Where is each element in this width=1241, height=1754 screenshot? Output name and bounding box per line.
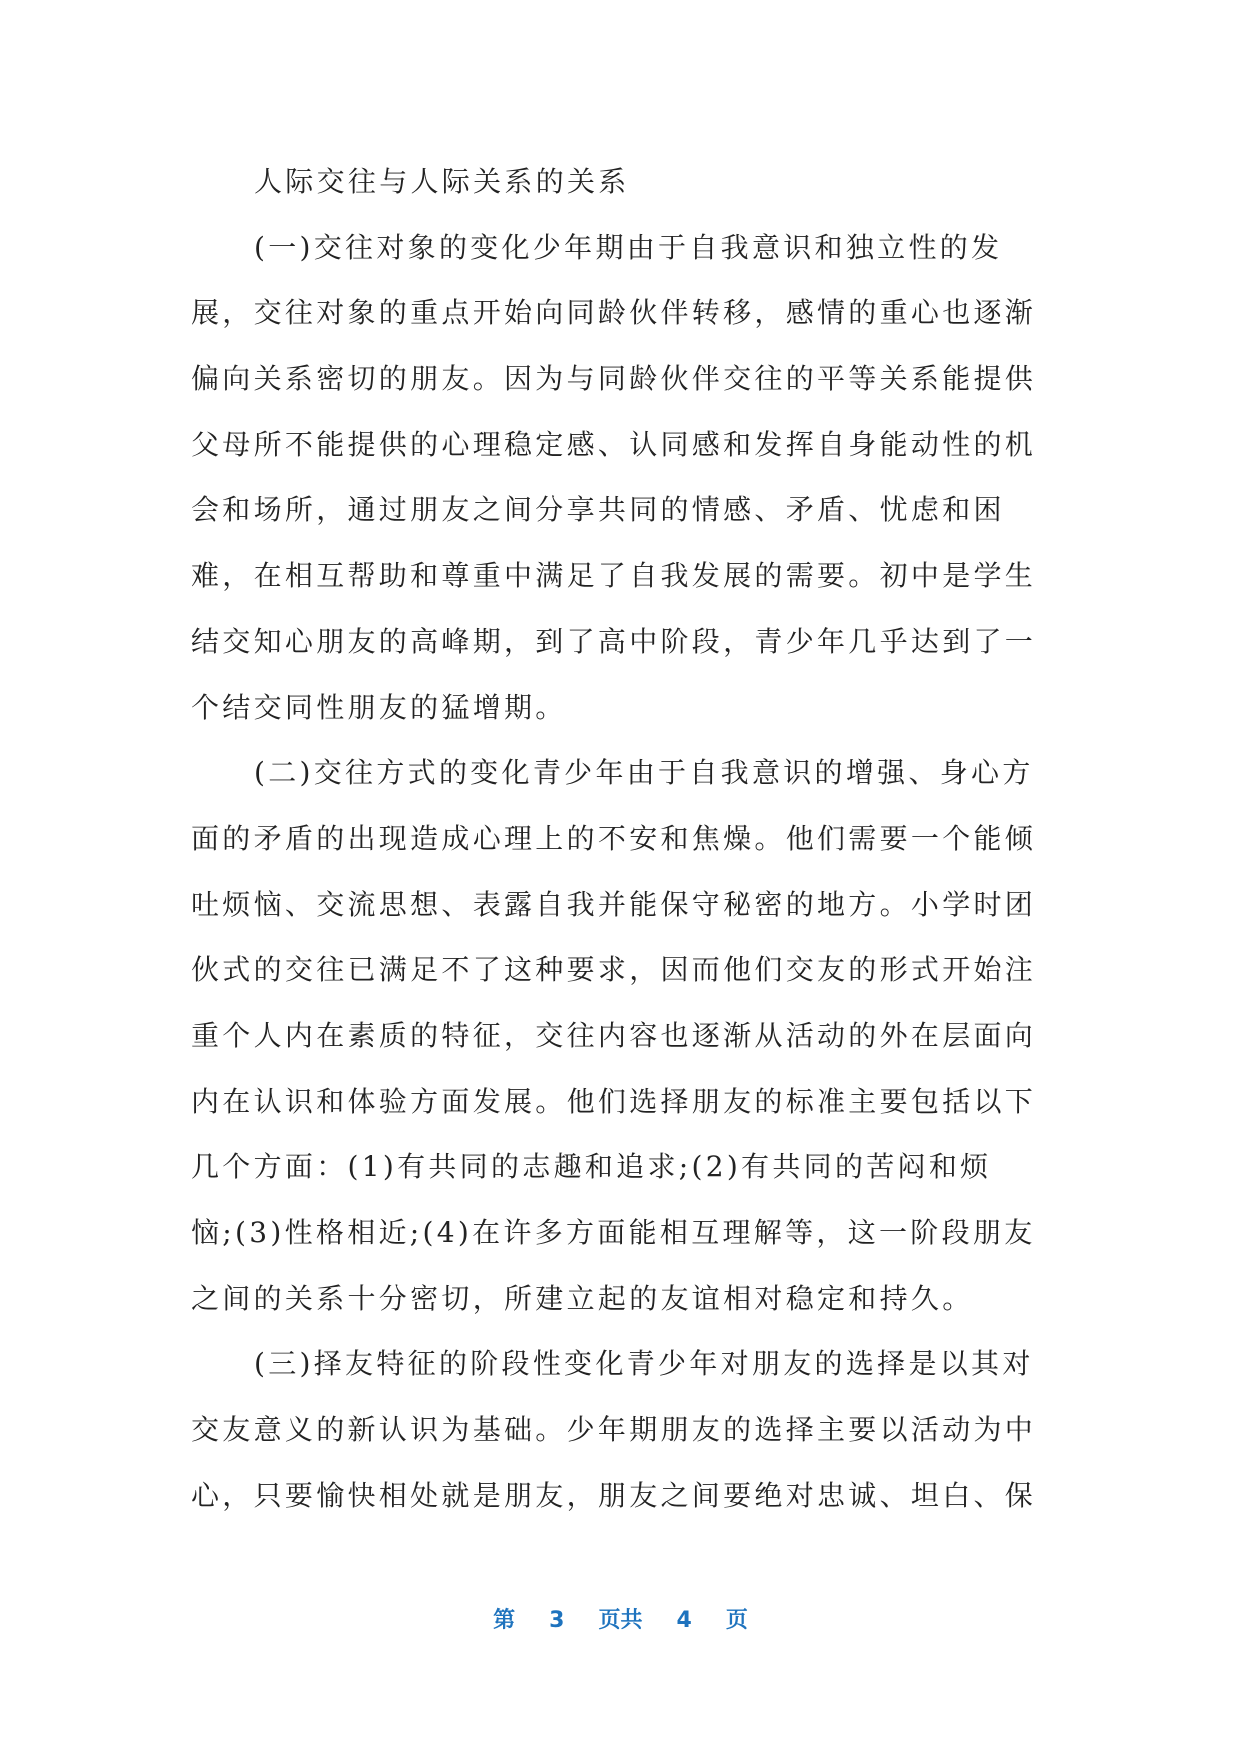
paragraph-line: 心，只要愉快相处就是朋友，朋友之间要绝对忠诚、坦白、保 <box>191 1478 1037 1512</box>
paragraph-line: 几个方面：(1)有共同的志趣和追求;(2)有共同的苦闷和烦 <box>191 1150 992 1184</box>
paragraph-line: (三)择友特征的阶段性变化青少年对朋友的选择是以其对 <box>254 1347 1034 1381</box>
paragraph-1 <box>191 215 1071 741</box>
paragraph-line: 内在认识和体验方面发展。他们选择朋友的标准主要包括以下 <box>191 1084 1037 1118</box>
paragraph-line: 面的矛盾的出现造成心理上的不安和焦燥。他们需要一个能倾 <box>191 821 1037 855</box>
document-title: 人际交往与人际关系的关系 <box>254 165 630 198</box>
page-number-footer <box>0 1604 1241 1638</box>
paragraph-line: 个结交同性朋友的猛增期。 <box>191 690 567 724</box>
paragraph-line: 重个人内在素质的特征，交往内容也逐渐从活动的外在层面向 <box>191 1018 1037 1052</box>
paragraph-line: 会和场所，通过朋友之间分享共同的情感、矛盾、忧虑和困 <box>191 493 1005 527</box>
paragraph-line: 难，在相互帮助和尊重中满足了自我发展的需要。初中是学生 <box>191 559 1037 593</box>
page-label-suffix: 页 <box>725 1608 748 1633</box>
paragraph-2 <box>191 740 1071 1331</box>
page-label-prefix: 第 <box>493 1608 516 1633</box>
paragraph-line: (一)交往对象的变化少年期由于自我意识和独立性的发 <box>254 230 1003 264</box>
paragraph-line: 结交知心朋友的高峰期，到了高中阶段，青少年几乎达到了一 <box>191 624 1037 658</box>
paragraph-line: 交友意义的新认识为基础。少年期朋友的选择主要以活动为中 <box>191 1413 1037 1447</box>
paragraph-line: (二)交往方式的变化青少年由于自我意识的增强、身心方 <box>254 756 1034 790</box>
document-body <box>191 149 1071 1528</box>
paragraph-3 <box>191 1331 1071 1528</box>
page-label-middle: 页共 <box>598 1608 643 1633</box>
paragraph-line: 伙式的交往已满足不了这种要求，因而他们交友的形式开始注 <box>191 953 1037 987</box>
paragraph-line: 恼;(3)性格相近;(4)在许多方面能相互理解等，这一阶段朋友 <box>191 1216 1036 1249</box>
total-pages-number: 4 <box>676 1608 692 1633</box>
paragraph-line: 展，交往对象的重点开始向同龄伙伴转移，感情的重心也逐渐 <box>191 296 1037 330</box>
paragraph-line: 吐烦恼、交流思想、表露自我并能保守秘密的地方。小学时团 <box>191 887 1037 921</box>
paragraph-line: 之间的关系十分密切，所建立起的友谊相对稳定和持久。 <box>191 1281 974 1315</box>
paragraph-line: 偏向关系密切的朋友。因为与同龄伙伴交往的平等关系能提供 <box>191 362 1037 396</box>
current-page-number: 3 <box>549 1608 565 1633</box>
paragraph-line: 父母所不能提供的心理稳定感、认同感和发挥自身能动性的机 <box>191 427 1037 461</box>
